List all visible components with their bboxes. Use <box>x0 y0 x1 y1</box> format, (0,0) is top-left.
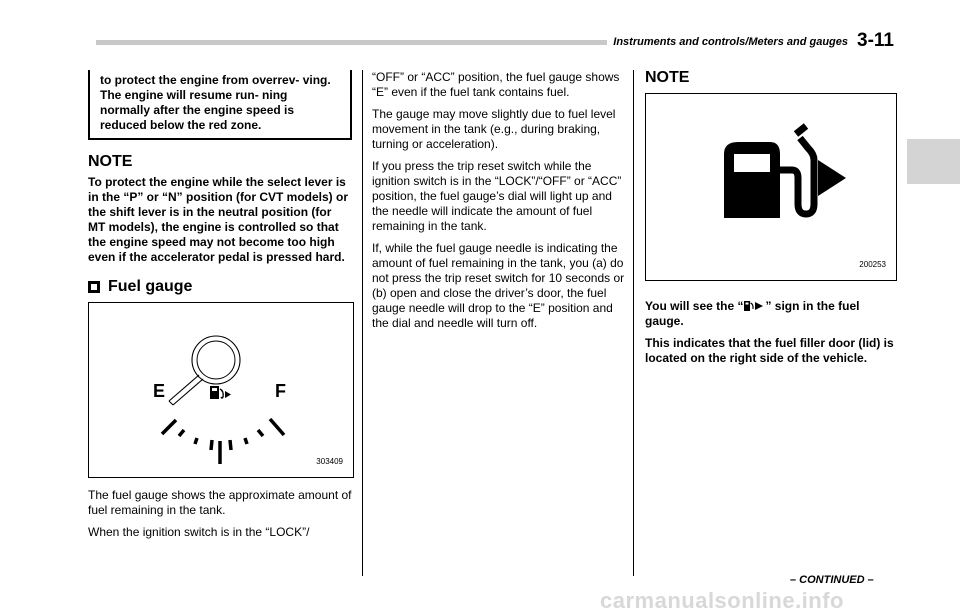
fuel-gauge-illustration <box>89 303 351 475</box>
section-marker-icon <box>88 281 100 293</box>
watermark: carmanualsonline.info <box>600 588 844 613</box>
paragraph: This indicates that the fuel filler door (lid) is located on the right side of the vehicle. <box>645 336 894 365</box>
note-title: NOTE <box>88 153 133 170</box>
paragraph: The gauge may move slightly due to fuel level movement in the tank (e.g., during braking, turning or acceleration). <box>372 107 616 151</box>
paragraph: “OFF” or “ACC” position, the fuel gauge shows “E” even if the fuel tank contains fuel. <box>372 70 620 99</box>
fuel-door-sign-icon <box>743 299 765 312</box>
gauge-empty-label: E <box>153 381 166 401</box>
column-1 <box>88 70 352 547</box>
paragraph: When the ignition switch is in the “LOCK”/ <box>88 525 310 539</box>
figure-id: 200253 <box>859 260 886 269</box>
fuel-door-illustration <box>646 94 894 278</box>
paragraph: The fuel gauge shows the approximate amount of fuel remaining in the tank. <box>88 488 352 517</box>
section-title: Fuel gauge <box>108 278 193 295</box>
paragraph: If, while the fuel gauge needle is indicating the amount of fuel remaining in the tank, you (a) do not press the trip reset switch for 10 seconds or (b) open and close the driver’s door, the fuel gauge needle will drop to the “E” position and the dial and needle will turn off. <box>372 241 625 330</box>
fuel-door-figure <box>645 93 897 281</box>
page-number: 3-11 <box>857 30 894 51</box>
paragraph: If you press the trip reset switch while the ignition switch is in the “LOCK”/“OFF” or “ACC” position, the fuel gauge’s dial will light up and the needle will indicate the amount of fuel remaining in the tank. <box>372 159 622 233</box>
fuel-pump-icon <box>724 126 814 218</box>
note-text: To protect the engine while the select lever is in the “P” or “N” position (for CVT models) or the shift lever is in the neutral position (for MT models), the engine is controlled so that the engine speed may not become too high even if the accelerator pedal is pressed hard. <box>88 175 348 264</box>
header-title: Instruments and controls/Meters and gauges <box>607 36 848 48</box>
direction-arrow-icon <box>818 160 846 196</box>
text-after-icon: ” sign in the fuel gauge. <box>645 299 860 328</box>
column-divider-1 <box>362 70 363 576</box>
chapter-tab <box>907 139 960 184</box>
section-heading <box>88 279 352 294</box>
fuel-pump-icon <box>210 386 231 399</box>
text-before-icon: You will see the “ <box>645 299 744 313</box>
column-divider-2 <box>633 70 634 576</box>
fuel-gauge-figure <box>88 302 354 478</box>
column-3 <box>645 70 897 373</box>
note-title: NOTE <box>645 69 690 86</box>
gauge-full-label: F <box>275 381 286 401</box>
warning-box: to protect the engine from overrev- ving. The engine will resume run- ning normally after the engine speed is reduced below the red zone. <box>88 70 352 140</box>
continued-label: – CONTINUED – <box>790 574 874 586</box>
paragraph <box>645 299 897 329</box>
column-2 <box>372 70 626 338</box>
figure-id: 303409 <box>316 457 343 466</box>
